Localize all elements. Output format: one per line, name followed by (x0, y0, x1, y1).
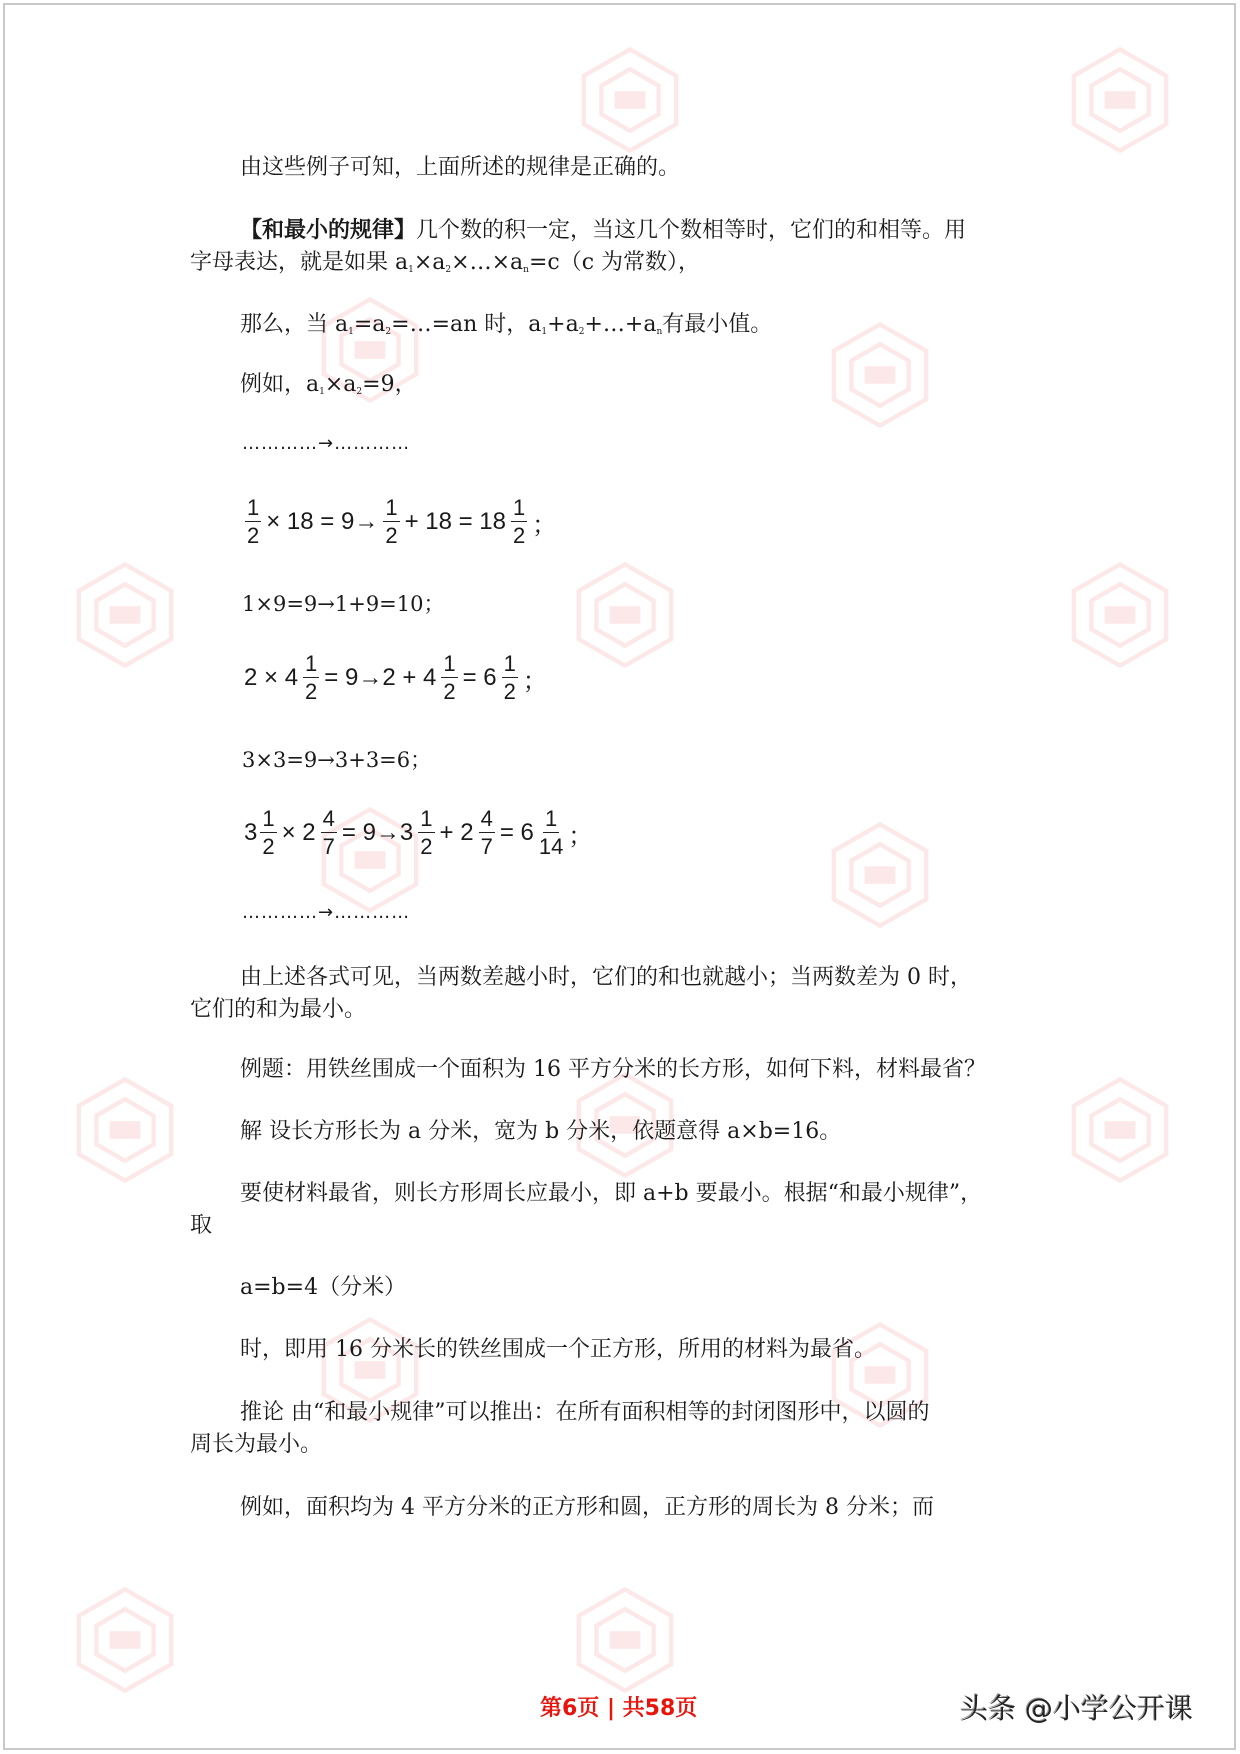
subscript: 2 (356, 387, 363, 397)
watermark-hexagon-icon (70, 1075, 180, 1185)
fraction (511, 497, 527, 547)
fraction (418, 808, 434, 858)
numerator: 4 (322, 806, 335, 831)
denominator: 14 (538, 834, 564, 859)
rule-title: 【和最小的规律】 (240, 217, 417, 243)
denominator: 2 (443, 679, 456, 704)
text: ×a (413, 250, 446, 275)
fraction (303, 653, 319, 703)
text: +…+a (584, 312, 657, 337)
text: =9， (362, 372, 417, 397)
paragraph-corollary-example: 例如，面积均为 4 平方分米的正方形和圆，正方形的周长为 8 分米；而 (240, 1495, 934, 1520)
denominator: 2 (513, 523, 526, 548)
fraction (539, 808, 563, 858)
fraction (260, 808, 276, 858)
paragraph-conclusion: 由这些例子可知，上面所述的规律是正确的。 (240, 155, 681, 180)
equation-5 (242, 808, 594, 858)
paragraph-corollary-line1: 推论 由“和最小规律”可以推出：在所有面积相等的封闭图形中，以圆的 (240, 1400, 930, 1425)
expression: 2 × 4 (244, 664, 299, 691)
text: +a (547, 312, 579, 337)
numerator: 1 (262, 806, 275, 831)
subscript: 2 (385, 327, 392, 337)
subscript: 1 (348, 327, 354, 337)
numerator: 4 (480, 806, 493, 831)
fraction (502, 653, 518, 703)
ellipsis-arrow-top: …………→………… (242, 433, 411, 454)
subscript: n (656, 327, 663, 337)
paragraph-observation-line1: 由上述各式可见，当两数差越小时，它们的和也就越小；当两数差为 0 时， (240, 965, 972, 990)
watermark-hexagon-icon (1065, 1075, 1175, 1185)
paragraph-reasoning-line2: 取 (190, 1213, 213, 1238)
punctuation: ； (522, 667, 547, 695)
subscript: n (523, 265, 529, 275)
ellipsis-arrow-bottom: …………→………… (242, 902, 411, 923)
denominator: 7 (322, 834, 335, 859)
paragraph-corollary-line2: 周长为最小。 (190, 1432, 323, 1457)
brand-watermark: 头条 @小学公开课 (960, 1692, 1193, 1725)
punctuation: ； (568, 822, 593, 850)
text: =…=an 时，a (391, 312, 542, 337)
expression: × 18 = 9→ (266, 508, 379, 535)
denominator: 2 (262, 834, 275, 859)
paragraph-rule-heading (240, 215, 966, 246)
watermark-hexagon-icon (1065, 45, 1175, 155)
expression: 3 (244, 819, 258, 846)
expression: + 18 = 18 (404, 508, 507, 535)
paragraph-observation-line2: 它们的和为最小。 (190, 997, 367, 1022)
expression: = 6 (462, 664, 497, 691)
text: =a (353, 312, 386, 337)
watermark-hexagon-icon (575, 45, 685, 155)
expression: = 9→2 + 4 (324, 664, 437, 691)
watermark-hexagon-icon (1065, 560, 1175, 670)
text: 有最小值。 (662, 312, 773, 337)
equation-3 (242, 653, 549, 703)
subscript: 2 (445, 265, 452, 275)
fraction (321, 808, 337, 858)
page-indicator: 第6页 | 共58页 (540, 1696, 698, 1721)
paragraph-reasoning-line1: 要使材料最省，则长方形周长应最小，即 a+b 要最小。根据“和最小规律”， (240, 1181, 983, 1206)
equation-2: 1×9=9→1+9=10； (242, 592, 445, 616)
fraction (441, 653, 457, 703)
watermark-hexagon-icon (70, 560, 180, 670)
paragraph-answer: 时，即用 16 分米长的铁丝围成一个正方形，所用的材料为最省。 (240, 1337, 876, 1362)
watermark-hexagon-icon (570, 560, 680, 670)
paragraph-example-problem: 例题：用铁丝围成一个面积为 16 平方分米的长方形，如何下料，材料最省？ (240, 1057, 986, 1082)
numerator: 1 (385, 495, 398, 520)
watermark-hexagon-icon (70, 1585, 180, 1695)
equation-4: 3×3=9→3+3=6； (242, 748, 432, 772)
equation-1 (242, 497, 558, 547)
watermark-hexagon-icon (570, 1585, 680, 1695)
paragraph-min-condition (240, 310, 772, 347)
text: 例如，a (240, 372, 320, 397)
text: =c（c 为常数）， (528, 250, 701, 275)
denominator: 2 (247, 523, 260, 548)
text: ×…×a (451, 250, 524, 275)
expression: = 6 (499, 819, 534, 846)
expression: + 2 (439, 819, 474, 846)
rule-text: 几个数的积一定，当这几个数相等时，它们的和相等。用 (416, 218, 967, 243)
numerator: 1 (247, 495, 260, 520)
numerator: 1 (513, 495, 526, 520)
fraction (479, 808, 495, 858)
paragraph-rule-formula (190, 248, 700, 285)
denominator: 7 (480, 834, 493, 859)
text: ×a (324, 372, 357, 397)
denominator: 2 (503, 679, 516, 704)
subscript: 1 (319, 387, 325, 397)
subscript: 2 (578, 327, 585, 337)
denominator: 2 (305, 679, 318, 704)
text: 那么，当 a (240, 312, 349, 337)
denominator: 2 (385, 523, 398, 548)
expression: × 2 (281, 819, 316, 846)
paragraph-result: a=b=4（分米） (240, 1275, 407, 1300)
numerator: 1 (305, 651, 318, 676)
numerator: 1 (420, 806, 433, 831)
expression: = 9→3 (341, 819, 414, 846)
denominator: 2 (420, 834, 433, 859)
watermark-hexagon-icon (825, 820, 935, 930)
subscript: 1 (408, 265, 414, 275)
watermark-hexagon-icon (825, 320, 935, 430)
fraction (383, 497, 399, 547)
fraction (245, 497, 261, 547)
paragraph-solution: 解 设长方形长为 a 分米，宽为 b 分米，依题意得 a×b=16。 (240, 1119, 842, 1144)
paragraph-example-intro (240, 370, 417, 407)
punctuation: ； (532, 511, 557, 539)
text: 字母表达，就是如果 a (190, 250, 409, 275)
numerator: 1 (544, 806, 558, 831)
numerator: 1 (503, 651, 516, 676)
subscript: 1 (541, 327, 548, 337)
document-page (3, 3, 1236, 1750)
numerator: 1 (443, 651, 456, 676)
